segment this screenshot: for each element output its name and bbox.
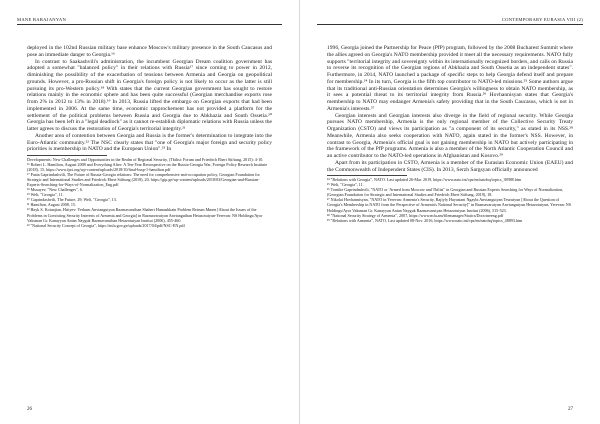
footnote: ¹⁶ Robert L. Hamilton, August 2008 and Everything After: A Ten-Year Retrospective on the Russia-Georgia War, Foreign Policy Research Institute (2018), 15, https://www.fpri.org/wp-content/uploads/2018/10/final-bssp-1-hamilton.pdf — [27, 162, 268, 173]
paragraph: In contrast to Saakashvili's administration, the incumbent Georgian Dream coalition government has adopted a somewhat "balanced policy" in their relations with Russia¹⁷ since coming to power in 2012, diminishing the possibility of the exacerbation of tensions between Armenia and Georgia on geopolitical grounds. However, a pro-Russian shift in Georgia's foreign policy is not likely to occur as the latter is still pursuing its pro-Western policy.¹⁸ With states that the current Georgian government has sought to restore relations mainly in the economic sphere and has been quite successful (Georgian merchandise exports rose from 2% in 2012 to 13% in 2018).¹⁹ In 2013, Russia lifted the embargo on Georgian exports that had been implemented in 2006. At the same time, economic rapprochement has not provided a platform for the settlement of the political problems between Russia and Georgia due to Abkhazia and South Ossetia.²⁰ Georgia has been left in a "legal deadlock" as it cannot re-establish diplomatic relations with Russia unless the latter agrees to discuss the restoration of Georgia's territorial integrity.²¹ — [27, 58, 272, 132]
page-number: 27 — [568, 407, 573, 412]
page-number: 26 — [27, 407, 32, 412]
footnote: ¹⁷ Paata Gaprindashvili, The Future of Russia-Georgia relations: The need for comprehensive anti-occupation policy, Georgian Foundation for Strategic and International Studies and Friedrich Ebert Stiftung (2018), 20, https://gip.ge/wp-content/uploads/2018/03/Georgian-and-Russian-Experts-Searching-for-Ways-of-Normalization_Eng.pdf — [27, 172, 260, 188]
running-header — [317, 17, 583, 25]
paragraph: Apart from its participation in CSTO, Armenia is a member of the Eurasian Economic Union (EAEU) and the Commonwealth of Independent States (CIS). In 2013, Serzh Sargsyan officially announced — [327, 159, 573, 173]
footnotes — [27, 157, 272, 228]
footnote: ¹⁹ Welt, "Georgia", 11. — [27, 192, 64, 198]
footnote: Developments: New Challenges and Opportunities in the Realm of Regional Security, (Tbilisi: Forum and Friedrich Ebert Stiftung, 2015): 4-10. — [27, 157, 264, 162]
header-author: MANE BABAJANYAN — [17, 17, 67, 22]
footnote: ²¹ Hamilton, August 2008, 15. — [27, 202, 76, 208]
paragraph: deployed in the 102nd Russian military base enhance Moscow's military presence in the South Caucasus and pose an immediate danger to Georgia.¹⁶ — [27, 45, 272, 58]
header-journal: CONTEMPORARY EURASIA VIII (2) — [501, 17, 583, 22]
running-header — [17, 17, 282, 25]
footnote-rule — [27, 155, 107, 156]
right-body — [327, 45, 573, 223]
footnote: ²² Hayk S. Kotanjian, Hrityev: Yerkum Anvtangutyun Razmavaruthan Shaheri Hamashkain Problem Retrum Mmen [About the Issues of the Problems in Coexisting Security Interests of Armenia and Georgia] in Razmavarutyan Anvtanguthan Hetazotutyun-Yerevan: NS Holdings/Ayor Vaksman Gr. Kanayyan Antan Nayguk Razmavaruthan Hetazotutyan Institut (2006), 455-460. — [27, 207, 263, 223]
footnote: ²⁷ Nikolai Hovhannisyan, "NATO in Yerevan: Armenia's Security, Rajiyfy Hayastani Ngaybi Anvtangutyan Teurutyun [About the Question of Georgia's Membership in NATO from the Perspective of Armenia's National Security]" in Razmavarutyun Anvtangutyun Hetazotutyun, Yerevan: NS Holdings/Ayor Vaksman Gr. Kanayyan Antan Nayguk Razmavarutyan Hetazotutyun Institut (2006), 515-523. — [327, 197, 572, 213]
right-page — [300, 0, 600, 424]
paragraph: 1996, Georgia joined the Partnership for Peace (PfP) program, followed by the 2008 Bucharest Summit where the allies agreed on Georgia's NATO membership provided it meet all the necessary requirements. NATO fully supports "territorial integrity and sovereignty within its internationally recognized borders, and calls on Russia to reverse its recognition of the Georgian regions of Abkhazia and South Ossetia as an independent states". Furthermore, in 2014, NATO launched a package of specific steps to help Georgia defend itself and prepare for membership.²⁴ In its turn, Georgia is the fifth top contributor to NATO-led missions.²⁵ Some authors argue that its traditional anti-Russian orientation determines Georgia's willingness to obtain NATO membership, as it sees a potential threat to its territorial integrity from Russia.²⁶ Hovhannisyan states that Georgia's membership to NATO may endanger Armenia's safety providing that in the South Caucasus, which is not in Armenia's interests.²⁷ — [327, 45, 573, 112]
footnote: ²⁶ Tornike Gaprindashvili, "NATO or 'Armed from Moscow and Tbilisi" in Georgian and Russian Experts Searching for Ways of Normalization, (Georgian Foundation for Strategic and International Studies and Friedrich Ebert Stiftung, 2019), 18. — [327, 187, 564, 198]
left-body — [27, 45, 272, 228]
footnote-rule — [327, 175, 407, 176]
footnote: ²⁴ "Relations with Georgia", NATO. Last updated 26-Mar. 2019, https://www.nato.int/cps/en/natohq/topics_38988.htm — [327, 177, 522, 183]
footnote: ²⁸ "National Security Strategy of Armenia", 2007, https://www.mfa.am/filemanager/Statics/Doctrineeng.pdf — [327, 212, 504, 218]
footnote: ²⁹ "Relations with Armenia", NATO, Last updated 08-Nov. 2016, https://www.nato.int/cps/en/natohq/topics_48893.htm — [327, 217, 523, 223]
footnote: ²³ "National Security Concept of Georgia", https://mfa.gov.ge/uploads/2017/04/pdf/NSC-EN.pdf — [27, 222, 185, 228]
paragraph: Another area of contention between Georgia and Russia is the former's determination to integrate into the Euro-Atlantic community.²² The NSC clearly states that "one of Georgia's major foreign and security policy priorities is membership in NATO and the European Union".²³ In — [27, 132, 272, 153]
paragraph: Georgian interests and Georgian interests also diverge in the field of regional security. While Georgia pursues NATO membership, Armenia is the only regional member of the Collective Security Treaty Organization (CSTO) and views its participation as "a component of its security," as stated in its NSS.²⁸ Meanwhile, Armenia also seeks cooperation with NATO, again stated in the former's NSS. However, in contrast to Georgia, Armenia's official goal is not gaining membership in NATO but actively participating in the framework of the PfP programs. Armenia is also a member of the North Atlantic Cooperation Council and an active contributor to the NATO-led operations in Afghanistan and Kosovo.²⁹ — [327, 112, 573, 159]
footnote: ²⁵ Welt, "Georgia", 11. — [327, 182, 364, 188]
footnotes — [327, 177, 573, 222]
footnote: ²⁰ Gaprindashvili, The Future, 29; Welt, "Georgia", 13. — [27, 197, 117, 203]
footnote: ¹⁸ Musayev, "New Challenges", 6. — [27, 187, 83, 193]
